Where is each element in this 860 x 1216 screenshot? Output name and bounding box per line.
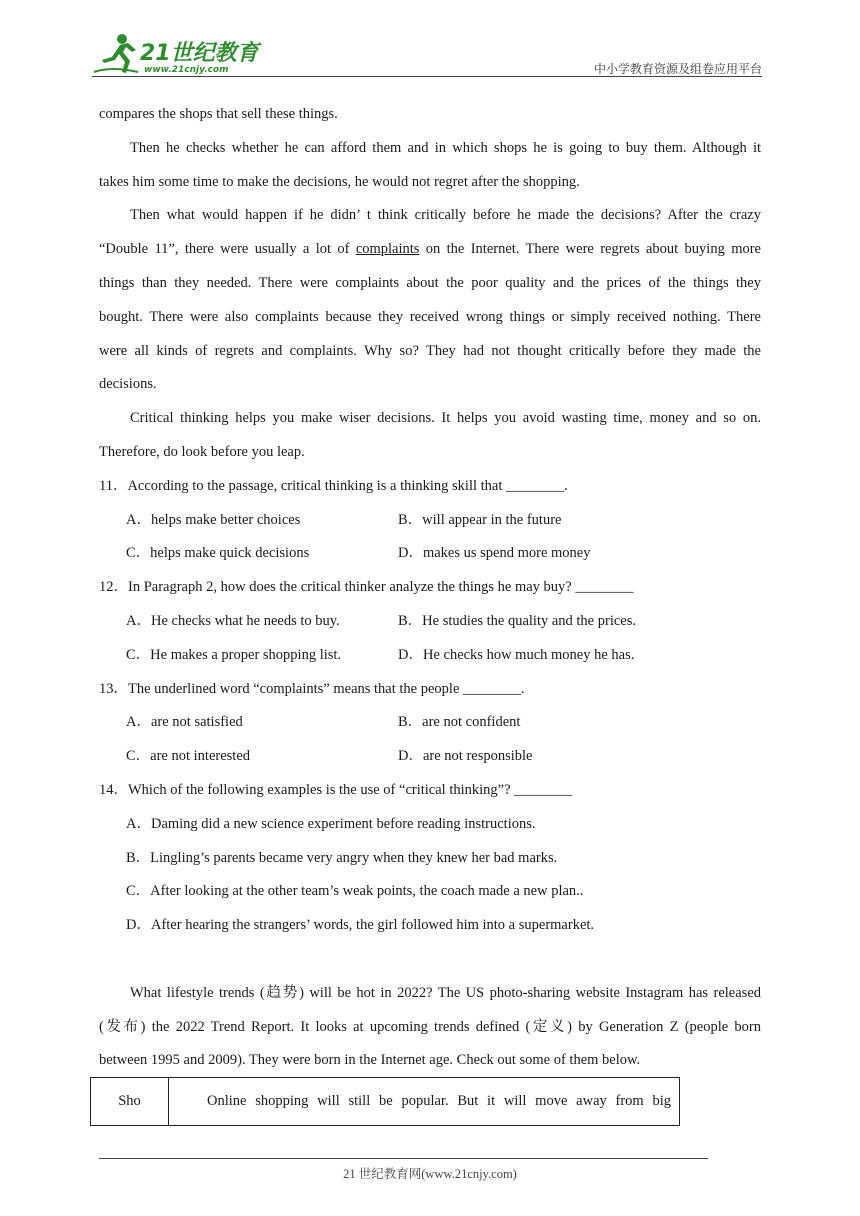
option[interactable]: D．makes us spend more money: [398, 545, 591, 562]
passage-line: bought. There were also complaints because they received wrong things or simply received nothing. There: [99, 308, 761, 325]
option-row: [99, 605, 761, 639]
logo-url: www.21cnjy.com: [144, 65, 229, 75]
page-footer[interactable]: 21 世纪教育网(www.21cnjy.com): [343, 1167, 517, 1181]
site-logo[interactable]: [92, 32, 262, 76]
passage-text: on the Internet. There were regrets about buying more: [419, 241, 761, 258]
option[interactable]: C．He makes a proper shopping list.: [126, 646, 342, 663]
header-divider: [92, 76, 762, 77]
option-row: [99, 706, 761, 740]
option[interactable]: A．He checks what he needs to buy.: [126, 612, 340, 629]
option[interactable]: A．are not satisfied: [126, 714, 243, 731]
option[interactable]: B．are not confident: [398, 714, 521, 731]
passage-line: (发布) the 2022 Trend Report. It looks at upcoming trends defined (定义) by Generation Z (people born: [99, 1018, 761, 1035]
option[interactable]: A．Daming did a new science experiment before reading instructions.: [126, 815, 536, 832]
passage-line: were all kinds of regrets and complaints. Why so? They had not thought critically before they made the: [99, 342, 761, 359]
option[interactable]: C．After looking at the other team’s weak points, the coach made a new plan..: [126, 883, 584, 900]
passage-line: compares the shops that sell these things.: [99, 106, 338, 122]
option[interactable]: D．After hearing the strangers’ words, the girl followed him into a supermarket.: [126, 917, 595, 934]
option[interactable]: B．will appear in the future: [398, 511, 562, 528]
passage-line: Then what would happen if he didn’ t think critically before he made the decisions? After the crazy: [130, 207, 761, 224]
option[interactable]: B．He studies the quality and the prices.: [398, 612, 636, 629]
footer-divider: [99, 1158, 708, 1159]
option[interactable]: B．Lingling’s parents became very angry when they knew her bad marks.: [126, 849, 558, 866]
runner-logo-icon: [92, 32, 140, 76]
platform-name: 中小学教育资源及组卷应用平台: [593, 62, 762, 76]
option[interactable]: C．are not interested: [126, 748, 251, 765]
passage-line: Critical thinking helps you make wiser decisions. It helps you avoid wasting time, money and so on.: [130, 410, 761, 427]
page-header: [92, 30, 762, 78]
option-row: [99, 639, 761, 673]
option-row: [99, 504, 761, 538]
spacer: [99, 943, 761, 977]
passage-line: Therefore, do look before you leap.: [99, 443, 305, 460]
option[interactable]: A．helps make better choices: [126, 511, 301, 528]
option-row: [99, 537, 761, 571]
passage-line: things than they needed. There were complaints about the poor quality and the prices of the things they: [99, 274, 761, 291]
option[interactable]: D．He checks how much money he has.: [398, 646, 635, 663]
table-cell-category: Sho: [91, 1078, 169, 1126]
passage-line: [99, 233, 761, 267]
logo-text: 21世纪教育: [140, 41, 259, 66]
question-stem: 13．The underlined word “complaints” means that the people ________.: [99, 680, 525, 697]
passage-line: Then he checks whether he can afford them and in which shops he is going to buy them. Although it: [130, 139, 761, 156]
passage-line: between 1995 and 2009). They were born in the Internet age. Check out some of them below.: [99, 1052, 641, 1069]
passage-line: decisions.: [99, 376, 157, 393]
passage-text: “Double 11”, there were usually a lot of: [99, 241, 356, 258]
question-stem: 12．In Paragraph 2, how does the critical thinker analyze the things he may buy? ________: [99, 579, 634, 596]
passage-line: takes him some time to make the decisions, he would not regret after the shopping.: [99, 173, 580, 190]
option[interactable]: C．helps make quick decisions: [126, 545, 310, 562]
table-row: [91, 1078, 680, 1126]
question-stem: 11．According to the passage, critical thinking is a thinking skill that ________.: [99, 477, 568, 494]
underlined-word: complaints: [355, 241, 420, 258]
question-stem: 14．Which of the following examples is the use of “critical thinking”? ________: [99, 781, 573, 798]
document-body: [99, 98, 761, 1078]
passage-line: What lifestyle trends (趋势) will be hot in 2022? The US photo-sharing website Instagram has released: [130, 984, 761, 1001]
option-row: [99, 740, 761, 774]
trend-table: [90, 1077, 680, 1126]
option[interactable]: D．are not responsible: [398, 748, 533, 765]
table-cell-description: Online shopping will still be popular. But it will move away from big: [169, 1078, 680, 1126]
